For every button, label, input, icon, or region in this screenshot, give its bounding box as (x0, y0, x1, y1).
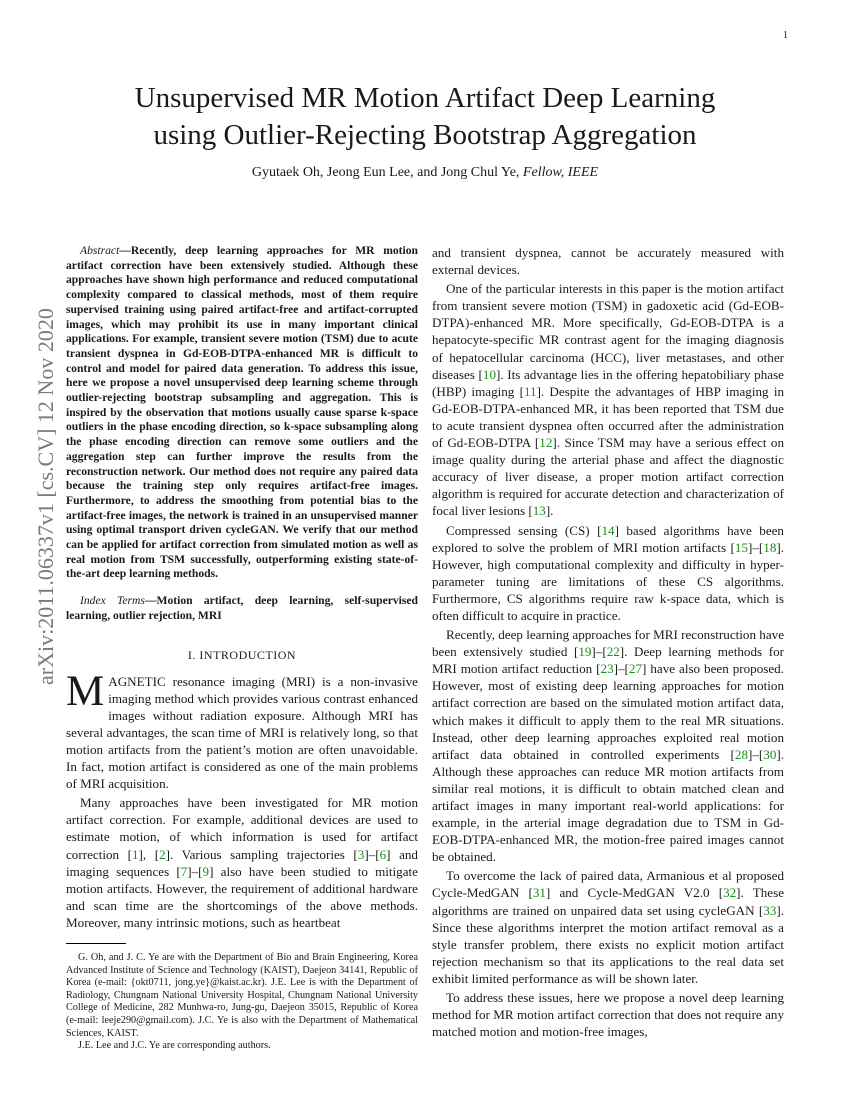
citation-ref[interactable]: 22 (606, 644, 620, 660)
intro-paragraph-2: Many approaches have been investigated for MR motion artifact correction. For example, additional devices are used to estimate motion, of which information is used for artifact correction [1], [2]. Various sampling trajectories [3]–[6] and imaging sequences [7]–[9] also have been studied to mitigate motion artifacts. However, the requirement of additional hardware and scan time are the shortcomings of the above methods. Moreover, many intrinsic motions, such as heartbeat (66, 795, 418, 930)
footnote-divider (66, 943, 126, 944)
citation-ref[interactable]: 10 (482, 366, 496, 382)
author-fellow: Fellow, IEEE (522, 165, 599, 180)
right-paragraph-5: To overcome the lack of paired data, Armanious et al proposed Cycle-MedGAN [31] and Cycle-MedGAN V2.0 [32]. These algorithms are trained on unpaired data set using cycleGAN [33]. Since these algorithms interpret the motion artifact removal as a style transfer problem, there exists no explicit motion artifact rejection mechanism so that its applications to the real data set exhibit limited performance as will be shown later. (432, 868, 785, 986)
citation-ref[interactable]: 2 (159, 846, 166, 862)
intro-paragraph-1-text: AGNETIC resonance imaging (MRI) is a non-invasive imaging method which provides various contrast enhanced images without radiation exposure. Although MRI has several advantages, the scan time of MRI is relatively long, so that motion artifacts from the patient’s motion are often unavoidable. In fact, motion artifact is considered as one of the main problems of MRI acquisition. (66, 673, 418, 792)
citation-ref[interactable]: 13 (532, 503, 546, 519)
right-column (432, 244, 784, 1042)
citation-ref[interactable]: 14 (601, 522, 615, 538)
abstract-label: Abstract (80, 244, 120, 257)
abstract (66, 244, 418, 582)
citation-ref[interactable]: 9 (202, 863, 210, 879)
footnote-corresponding: J.E. Lee and J.C. Ye are corresponding authors. (78, 1040, 271, 1052)
left-column (66, 244, 418, 1053)
abstract-text: —Recently, deep learning approaches for MR motion artifact correction have been extensively studied. Although these approaches have shown high performance and reduced computational complexity compared to classical methods, most of them require supervised training using paired artifact-free and artifact-corrupted images, which may prohibit its use in many important clinical applications. For example, transient severe motion (TSM) due to acute transient dyspnea in Gd-EOB-DTPA-enhanced MR is difficult to control and model for paired data generation. To address this issue, here we propose a novel unsupervised deep learning scheme through outlier-rejecting bootstrap subsampling and aggregation. This is inspired by the observation that motions usually cause sparse k-space outliers in the phase encoding direction, so k-space subsampling along the phase encoding direction can remove some outliers and the aggregation step can further improve the results from the reconstruction network. Our method does not require any paired data because the training step only requires artifact-free images. Furthermore, to address the smoothing from potential bias to the artifact-free images, the network is trained in an unsupervised manner using optimal transport driven cycleGAN. We verify that our method can be applied for artifact correction from simulated motion as well as real motion from TSM successfully, outperforming existing state-of-the-art deep learning methods. (66, 244, 418, 581)
citation-ref[interactable]: 1 (132, 846, 139, 862)
citation-ref[interactable]: 30 (763, 746, 777, 762)
footnote-affiliations: G. Oh, and J. C. Ye are with the Department of Bio and Brain Engineering, Korea Advanced Institute of Science and Technology (KAIST), Daejeon 34141, Republic of Korea (e-mail: {okt0711, jong.ye}@kaist.ac.kr). J.E. Lee is with the Department of Radiology, Chungnam National University Hospital, Chungnam National University College of Medicine, 282 Munhwa-ro, Jung-gu, Daejeon 35015, Republic of Korea (e-mail: leeje290@gmail.com). J.C. Ye is also with the Department of Mathematical Sciences, KAIST. (66, 951, 418, 1039)
citation-ref[interactable]: 15 (734, 539, 748, 555)
title-line-1: Unsupervised MR Motion Artifact Deep Learning (134, 82, 716, 114)
citation-ref[interactable]: 3 (357, 846, 365, 862)
citation-ref[interactable]: 11 (523, 383, 537, 399)
authors (60, 164, 790, 182)
citation-ref[interactable]: 7 (180, 863, 188, 879)
citation-ref[interactable]: 18 (763, 539, 777, 555)
section-heading-introduction: I. INTRODUCTION (187, 647, 297, 662)
citation-ref[interactable]: 6 (379, 846, 387, 862)
right-paragraph-3: Compressed sensing (CS) [14] based algorithms have been explored to solve the problem of MRI motion artifacts [15]–[18]. However, high computational complexity and difficulty in hyper-parameter tuning are limitations of these CS algorithms. Furthermore, CS algorithms require raw k-space data, which is often difficult to acquire in practice. (432, 522, 784, 623)
right-paragraph-4: Recently, deep learning approaches for MRI reconstruction have been extensively studied [19]–[22]. Deep learning methods for MRI motion artifact reduction [23]–[27] have also been proposed. However, most of existing deep learning approaches for motion artifact correction are based on the simulated motion artifact data, which makes it difficult to apply them to the real MR situations. Instead, other deep learning approaches exploited real motion artifact data obtained in controlled experiments [28]–[30]. Although these approaches can reduce MR motion artifacts from similar real motions, it is difficult to obtain matched clean and artifact images in many important real-world applications: for example, in the arterial image degradation due to TSM in Gd-EOB-DTPA-enhanced MR, the motion-free paired images cannot be obtained. (432, 627, 785, 865)
citation-ref[interactable]: 23 (600, 661, 614, 677)
index-terms (66, 594, 418, 623)
right-paragraph-6: To address these issues, here we propose a novel deep learning method for MR motion artifact correction that does not require any matched motion and motion-free images, (432, 990, 784, 1040)
intro-paragraph-1 (66, 667, 418, 793)
right-paragraph-2: One of the particular interests in this paper is the motion artifact from transient severe motion (TSM) in gadoxetic acid (Gd-EOB-DTPA)-enhanced MR. More specifically, Gd-EOB-DTPA is a hepatocyte-specific MR contrast agent for the imaging diagnosis of hepatocellular carcinoma (HCC), liver metastases, and other diseases [10]. Its advantage lies in the offering hepatobiliary phase (HBP) imaging [11]. Despite the advantages of HBP imaging in Gd-EOB-DTPA-enhanced MR, it has been reported that TSM due to acute transient dyspnea often occurred after the administration of Gd-EOB-DTPA [12]. Since TSM may have a serious effect on image quality during the arterial phase and affect the diagnostic accuracy of liver disease, a proper motion artifact correction algorithm is required for accurate detection and characterization of focal liver lesions [13]. (432, 281, 785, 519)
citation-ref[interactable]: 32 (723, 885, 737, 901)
title-line-2: using Outlier-Rejecting Bootstrap Aggregation (153, 119, 697, 151)
author-names: Gyutaek Oh, Jeong Eun Lee, and Jong Chul Ye, (251, 165, 520, 180)
drop-cap: M (66, 667, 105, 715)
index-terms-text: —Motion artifact, deep learning, self-supervised learning, outlier rejection, MRI (66, 594, 419, 622)
citation-ref[interactable]: 28 (734, 746, 748, 762)
page-number: 1 (783, 30, 788, 41)
index-terms-label: Index Terms (80, 594, 145, 608)
right-paragraph-1: and transient dyspnea, cannot be accurately measured with external devices. (432, 245, 784, 278)
citation-ref[interactable]: 33 (763, 902, 777, 918)
citation-ref[interactable]: 27 (628, 661, 643, 677)
arxiv-identifier: arXiv:2011.06337v1 [cs.CV] 12 Nov 2020 (33, 308, 58, 685)
citation-ref[interactable]: 19 (578, 644, 592, 660)
paper-title (60, 80, 790, 154)
citation-ref[interactable]: 31 (532, 885, 546, 901)
citation-ref[interactable]: 12 (539, 435, 553, 451)
